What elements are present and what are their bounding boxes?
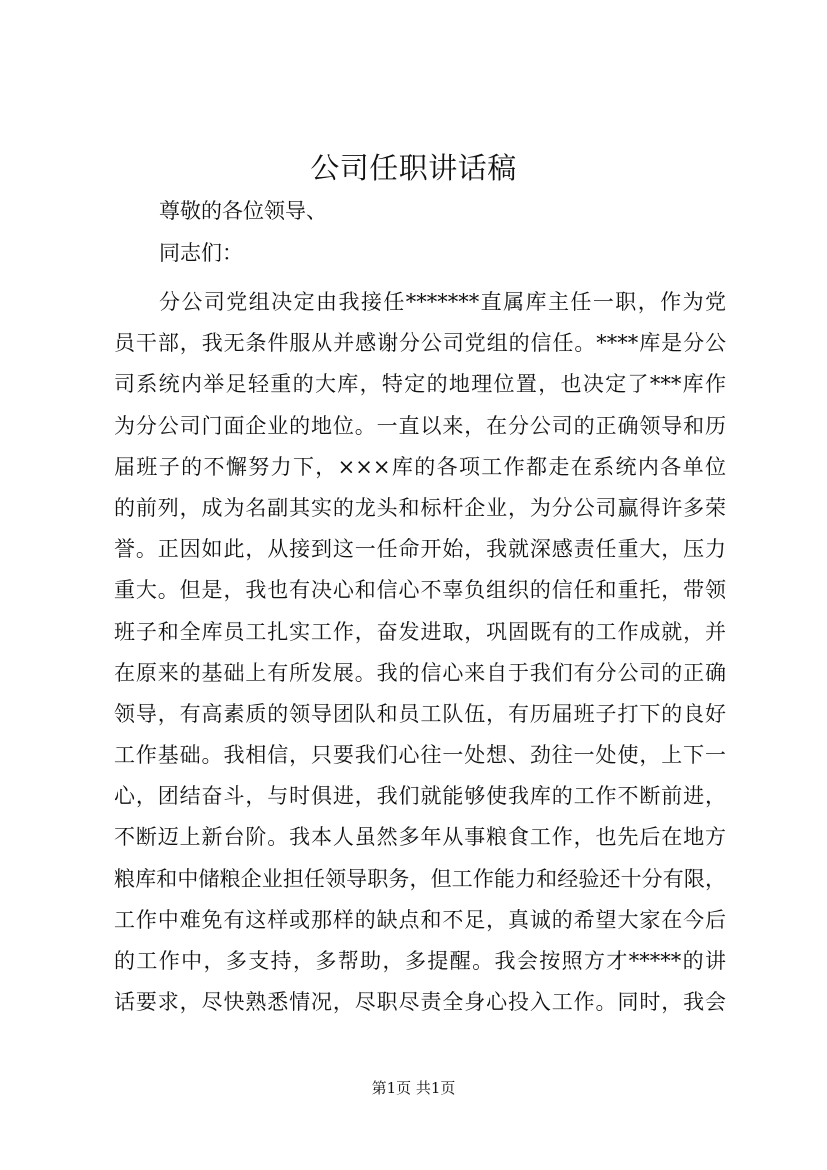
body-line: 粮库和中储粮企业担任领导职务，但工作能力和经验还十分有限， xyxy=(114,866,726,891)
body-line: 重大。但是，我也有决心和信心不辜负组织的信任和重托，带领 xyxy=(114,578,726,603)
salutation-line-1: 尊敬的各位领导、 xyxy=(159,199,327,223)
body-paragraph xyxy=(114,282,726,1023)
body-line: 话要求，尽快熟悉情况，尽职尽责全身心投入工作。同时，我会 xyxy=(114,990,726,1015)
body-line: 分公司党组决定由我接任*******直属库主任一职，作为党 xyxy=(159,290,726,314)
body-line: 的前列，成为名副其实的龙头和标杆企业，为分公司赢得许多荣 xyxy=(114,495,726,520)
body-line: 不断迈上新台阶。我本人虽然多年从事粮食工作，也先后在地方 xyxy=(114,825,726,850)
body-line: 届班子的不懈努力下，×××库的各项工作都走在系统内各单位 xyxy=(114,454,726,479)
salutation-line-2: 同志们： xyxy=(159,241,243,265)
body-line: 在原来的基础上有所发展。我的信心来自于我们有分公司的正确 xyxy=(114,660,726,685)
body-line: 誉。正因如此，从接到这一任命开始，我就深感责任重大，压力 xyxy=(114,537,726,562)
page-footer: 第1页 共1页 xyxy=(371,1079,456,1097)
body-line: 领导，有高素质的领导团队和员工队伍，有历届班子打下的良好 xyxy=(114,701,726,726)
body-line: 员干部，我无条件服从并感谢分公司党组的信任。****库是分公 xyxy=(114,331,726,356)
body-line: 心，团结奋斗，与时俱进，我们就能够使我库的工作不断前进， xyxy=(114,784,726,809)
body-line: 司系统内举足轻重的大库，特定的地理位置，也决定了***库作 xyxy=(114,372,726,397)
body-line: 工作基础。我相信，只要我们心往一处想、劲往一处使，上下一 xyxy=(114,743,726,768)
document-title: 公司任职讲话稿 xyxy=(310,151,517,185)
body-line: 工作中难免有这样或那样的缺点和不足，真诚的希望大家在今后 xyxy=(114,907,726,932)
body-line: 班子和全库员工扎实工作，奋发进取，巩固既有的工作成就，并 xyxy=(114,619,726,644)
body-line: 的工作中，多支持，多帮助，多提醒。我会按照方才*****的讲 xyxy=(114,949,726,973)
body-line: 为分公司门面企业的地位。一直以来，在分公司的正确领导和历 xyxy=(114,413,726,438)
